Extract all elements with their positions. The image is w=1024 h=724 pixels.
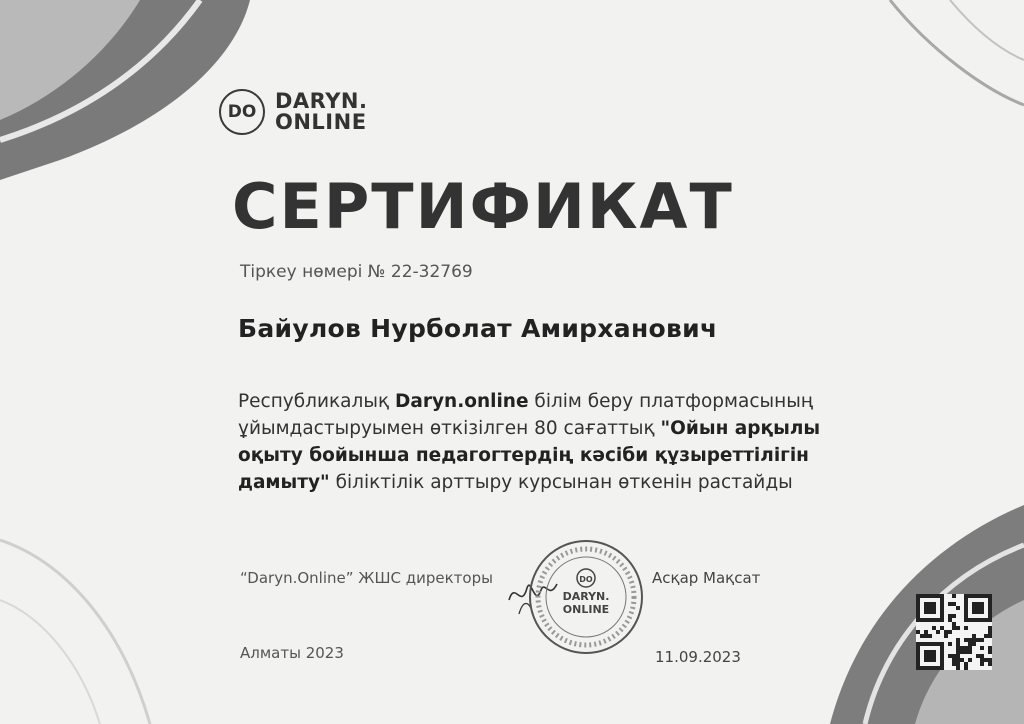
registration-number: Тіркеу нөмері № 22-32769 (240, 262, 473, 282)
qr-code (916, 594, 992, 670)
description-part-2: білім беру платформасының ұйымдастыруымен өткізілген 80 сағаттық (238, 391, 814, 439)
top-right-decor-line (890, 0, 1024, 105)
logo-wordmark (275, 91, 367, 133)
stamp-mark: DO (579, 575, 593, 584)
description-part-3: біліктілік арттыру курсынан өткенін растайды (329, 472, 793, 493)
stamp-line-1: DARYN. (562, 590, 610, 603)
platform-name: Daryn.online (395, 391, 529, 412)
director-title: “Daryn.Online” ЖШС директоры (240, 569, 493, 587)
company-stamp (527, 538, 645, 656)
director-name: Асқар Мақсат (652, 569, 761, 587)
issue-date: 11.09.2023 (655, 648, 741, 666)
logo-line-2: ONLINE (275, 110, 367, 134)
logo-mark: DO (219, 89, 265, 135)
bottom-left-decor-line (0, 540, 150, 724)
bottom-left-decor-line-2 (0, 600, 100, 724)
stamp-line-2: ONLINE (562, 603, 610, 616)
certificate-title: СЕРТИФИКАТ (232, 170, 734, 243)
recipient-name: Байулов Нурболат Амирханович (238, 314, 718, 343)
logo-line-1: DARYN. (275, 89, 368, 113)
daryn-online-logo (219, 89, 367, 135)
city-year: Алматы 2023 (240, 644, 344, 662)
course-name: "Ойын арқылы оқыту бойынша педагогтердің кәсіби құзыреттілігін дамыту" (238, 418, 821, 493)
description-part-1: Республикалық (238, 391, 396, 412)
certificate-description (238, 388, 878, 496)
top-right-decor-line-2 (950, 0, 1024, 60)
